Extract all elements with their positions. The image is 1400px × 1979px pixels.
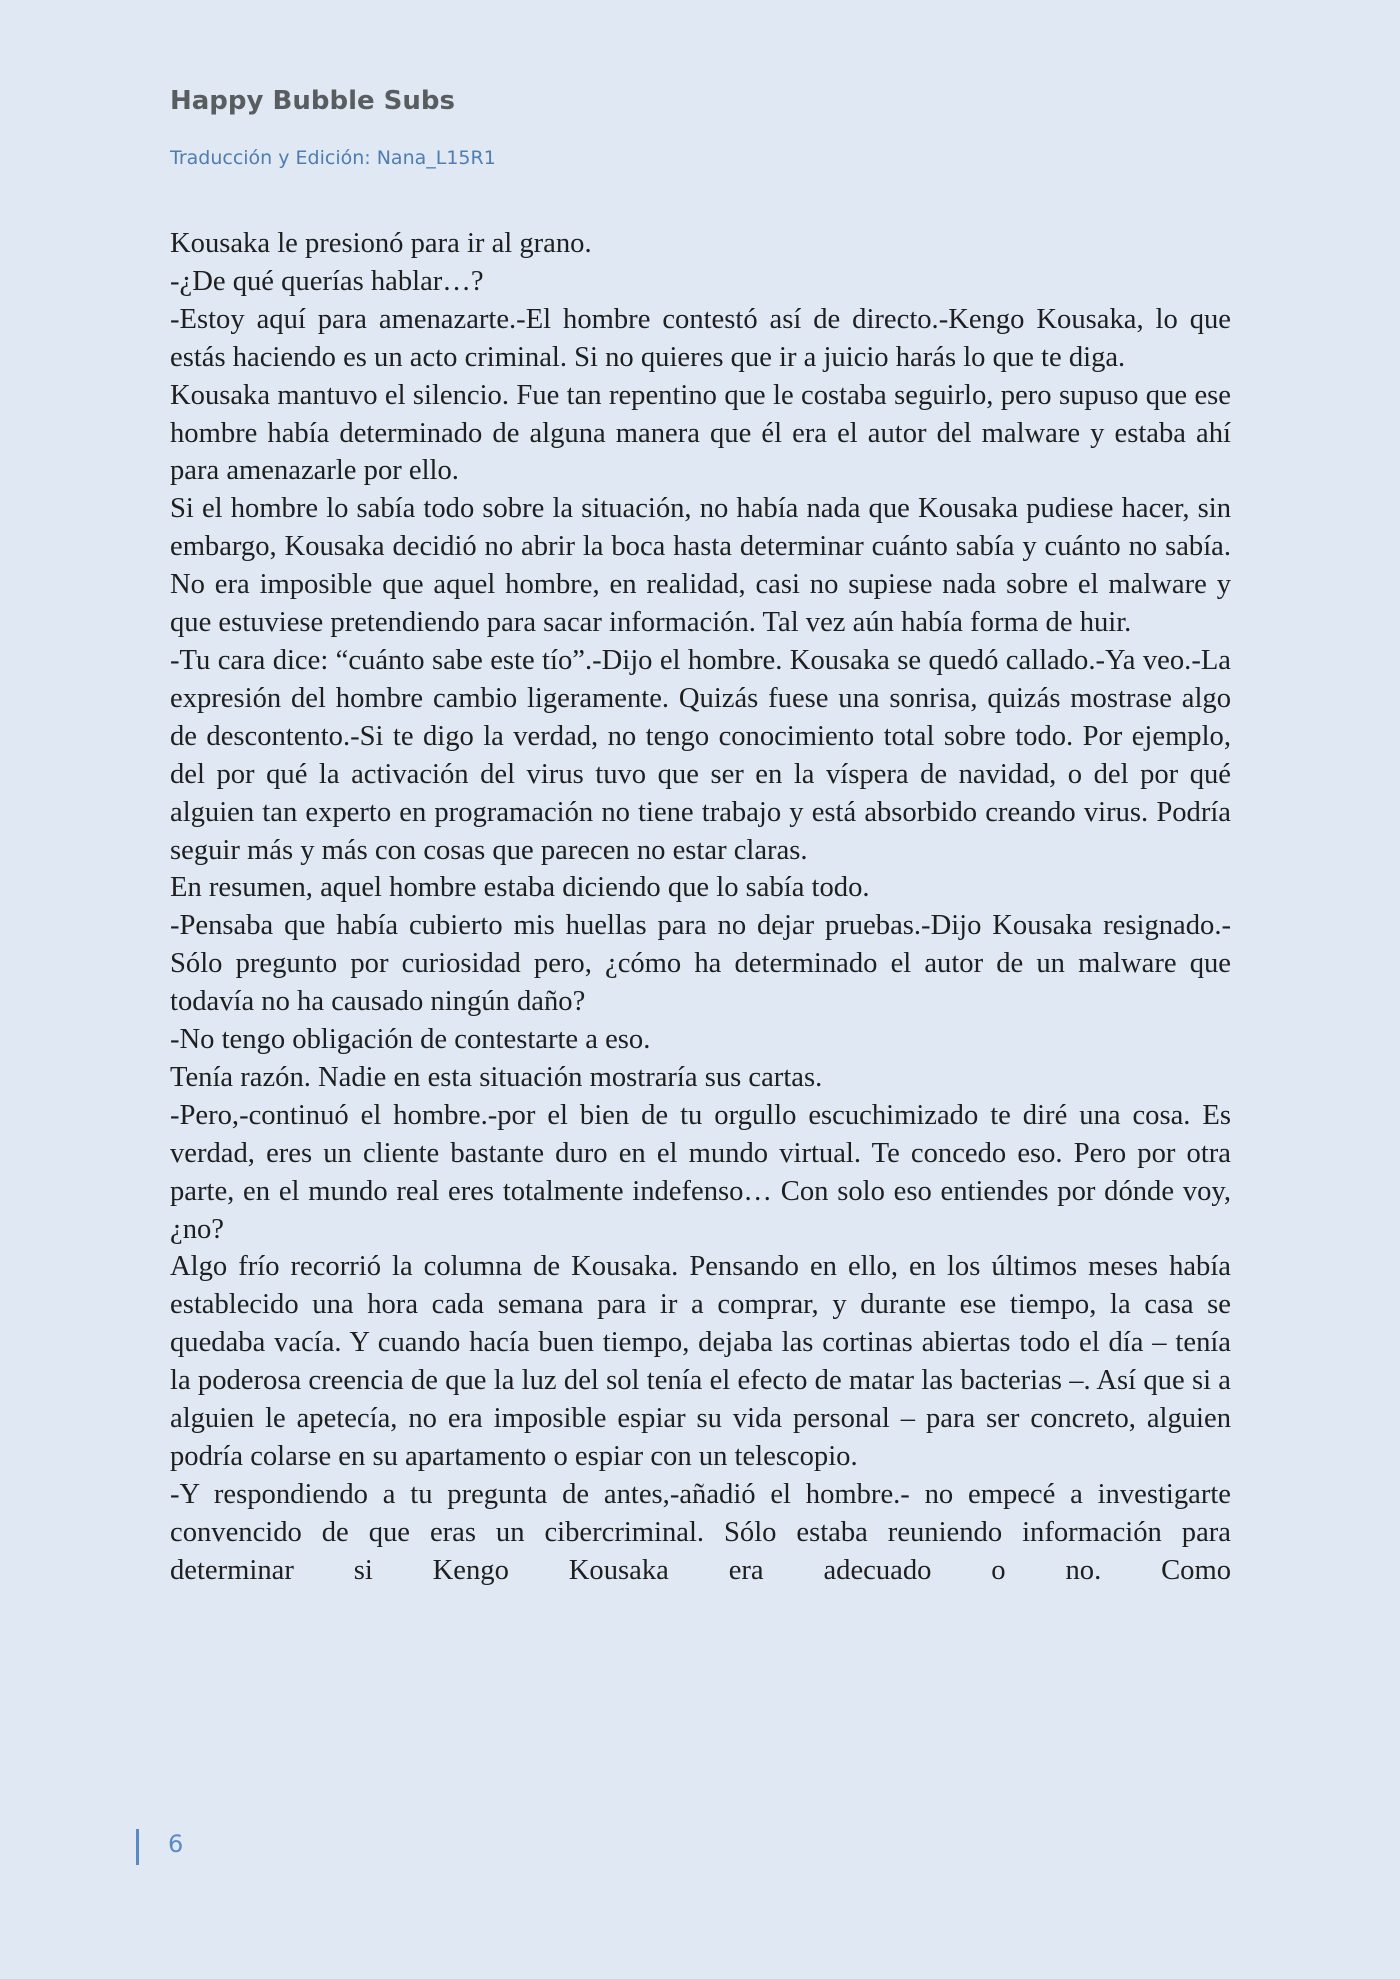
paragraph: -Pensaba que había cubierto mis huellas para no dejar pruebas.-Dijo Kousaka resignado.-Sólo pregunto por curiosidad pero, ¿cómo ha determinado el autor de un malware que todavía no ha causado ningún daño?: [170, 910, 1231, 1018]
paragraph: -No tengo obligación de contestarte a eso.: [170, 1024, 651, 1056]
paragraph: Algo frío recorrió la columna de Kousaka. Pensando en ello, en los últimos meses había establecido una hora cada semana para ir a comprar, y durante ese tiempo, la casa se quedaba vacía. Y cuando hacía buen tiempo, dejaba las cortinas abiertas todo el día – tenía la poderosa creencia de que la luz del sol tenía el efecto de matar las bacterias –. Así que si a alguien le apetecía, no era imposible espiar su vida personal – para ser concreto, alguien podría colarse en su apartamento o espiar con un telescopio.: [170, 1251, 1231, 1472]
paragraph: Tenía razón. Nadie en esta situación mostraría sus cartas.: [170, 1061, 823, 1093]
paragraph: Kousaka le presionó para ir al grano.: [170, 228, 592, 259]
paragraph: -Pero,-continuó el hombre.-por el bien de tu orgullo escuchimizado te diré una cosa. Es verdad, eres un cliente bastante duro en el mundo virtual. Te concedo eso. Pero por otra parte, en el mundo real eres totalmente indefenso… Con solo eso entiendes por dónde voy, ¿no?: [170, 1099, 1231, 1245]
footer-accent-bar: [136, 1829, 139, 1865]
paragraph: -Y respondiendo a tu pregunta de antes,-añadió el hombre.- no empecé a investigarte convencido de que eras un cibercriminal. Sólo estaba reuniendo información para determinar si Kengo Kousaka era adecuado o no. Como: [170, 1478, 1231, 1586]
paragraph: Si el hombre lo sabía todo sobre la situación, no había nada que Kousaka pudiese hacer, sin embargo, Kousaka decidió no abrir la boca hasta determinar cuánto sabía y cuánto no sabía. No era imposible que aquel hombre, en realidad, casi no supiese nada sobre el malware y que estuviese pretendiendo para sacar información. Tal vez aún había forma de huir.: [170, 493, 1231, 639]
header-subtitle: Traducción y Edición: Nana_L15R1: [170, 147, 496, 169]
paragraph: -Tu cara dice: “cuánto sabe este tío”.-Dijo el hombre. Kousaka se quedó callado.-Ya veo.-La expresión del hombre cambio ligeramente. Quizás fuese una sonrisa, quizás mostrase algo de descontento.-Si te digo la verdad, no tengo conocimiento total sobre todo. Por ejemplo, del por qué la activación del virus tuvo que ser en la víspera de navidad, o del por qué alguien tan experto en programación no tiene trabajo y está absorbido creando virus. Podría seguir más y más con cosas que parecen no estar claras.: [170, 644, 1231, 866]
paragraph: En resumen, aquel hombre estaba diciendo que lo sabía todo.: [170, 872, 870, 904]
paragraph: -Estoy aquí para amenazarte.-El hombre contestó así de directo.-Kengo Kousaka, lo que estás haciendo es un acto criminal. Si no quieres que ir a juicio harás lo que te diga.: [170, 303, 1231, 373]
paragraph: -¿De qué querías hablar…?: [170, 265, 484, 297]
header-title: Happy Bubble Subs: [170, 86, 455, 116]
paragraph: Kousaka mantuvo el silencio. Fue tan repentino que le costaba seguirlo, pero supuso que ese hombre había determinado de alguna manera que él era el autor del malware y estaba ahí para amenazarle por ello.: [170, 379, 1231, 487]
page-number: 6: [168, 1830, 184, 1858]
body-text: [170, 225, 1231, 1590]
